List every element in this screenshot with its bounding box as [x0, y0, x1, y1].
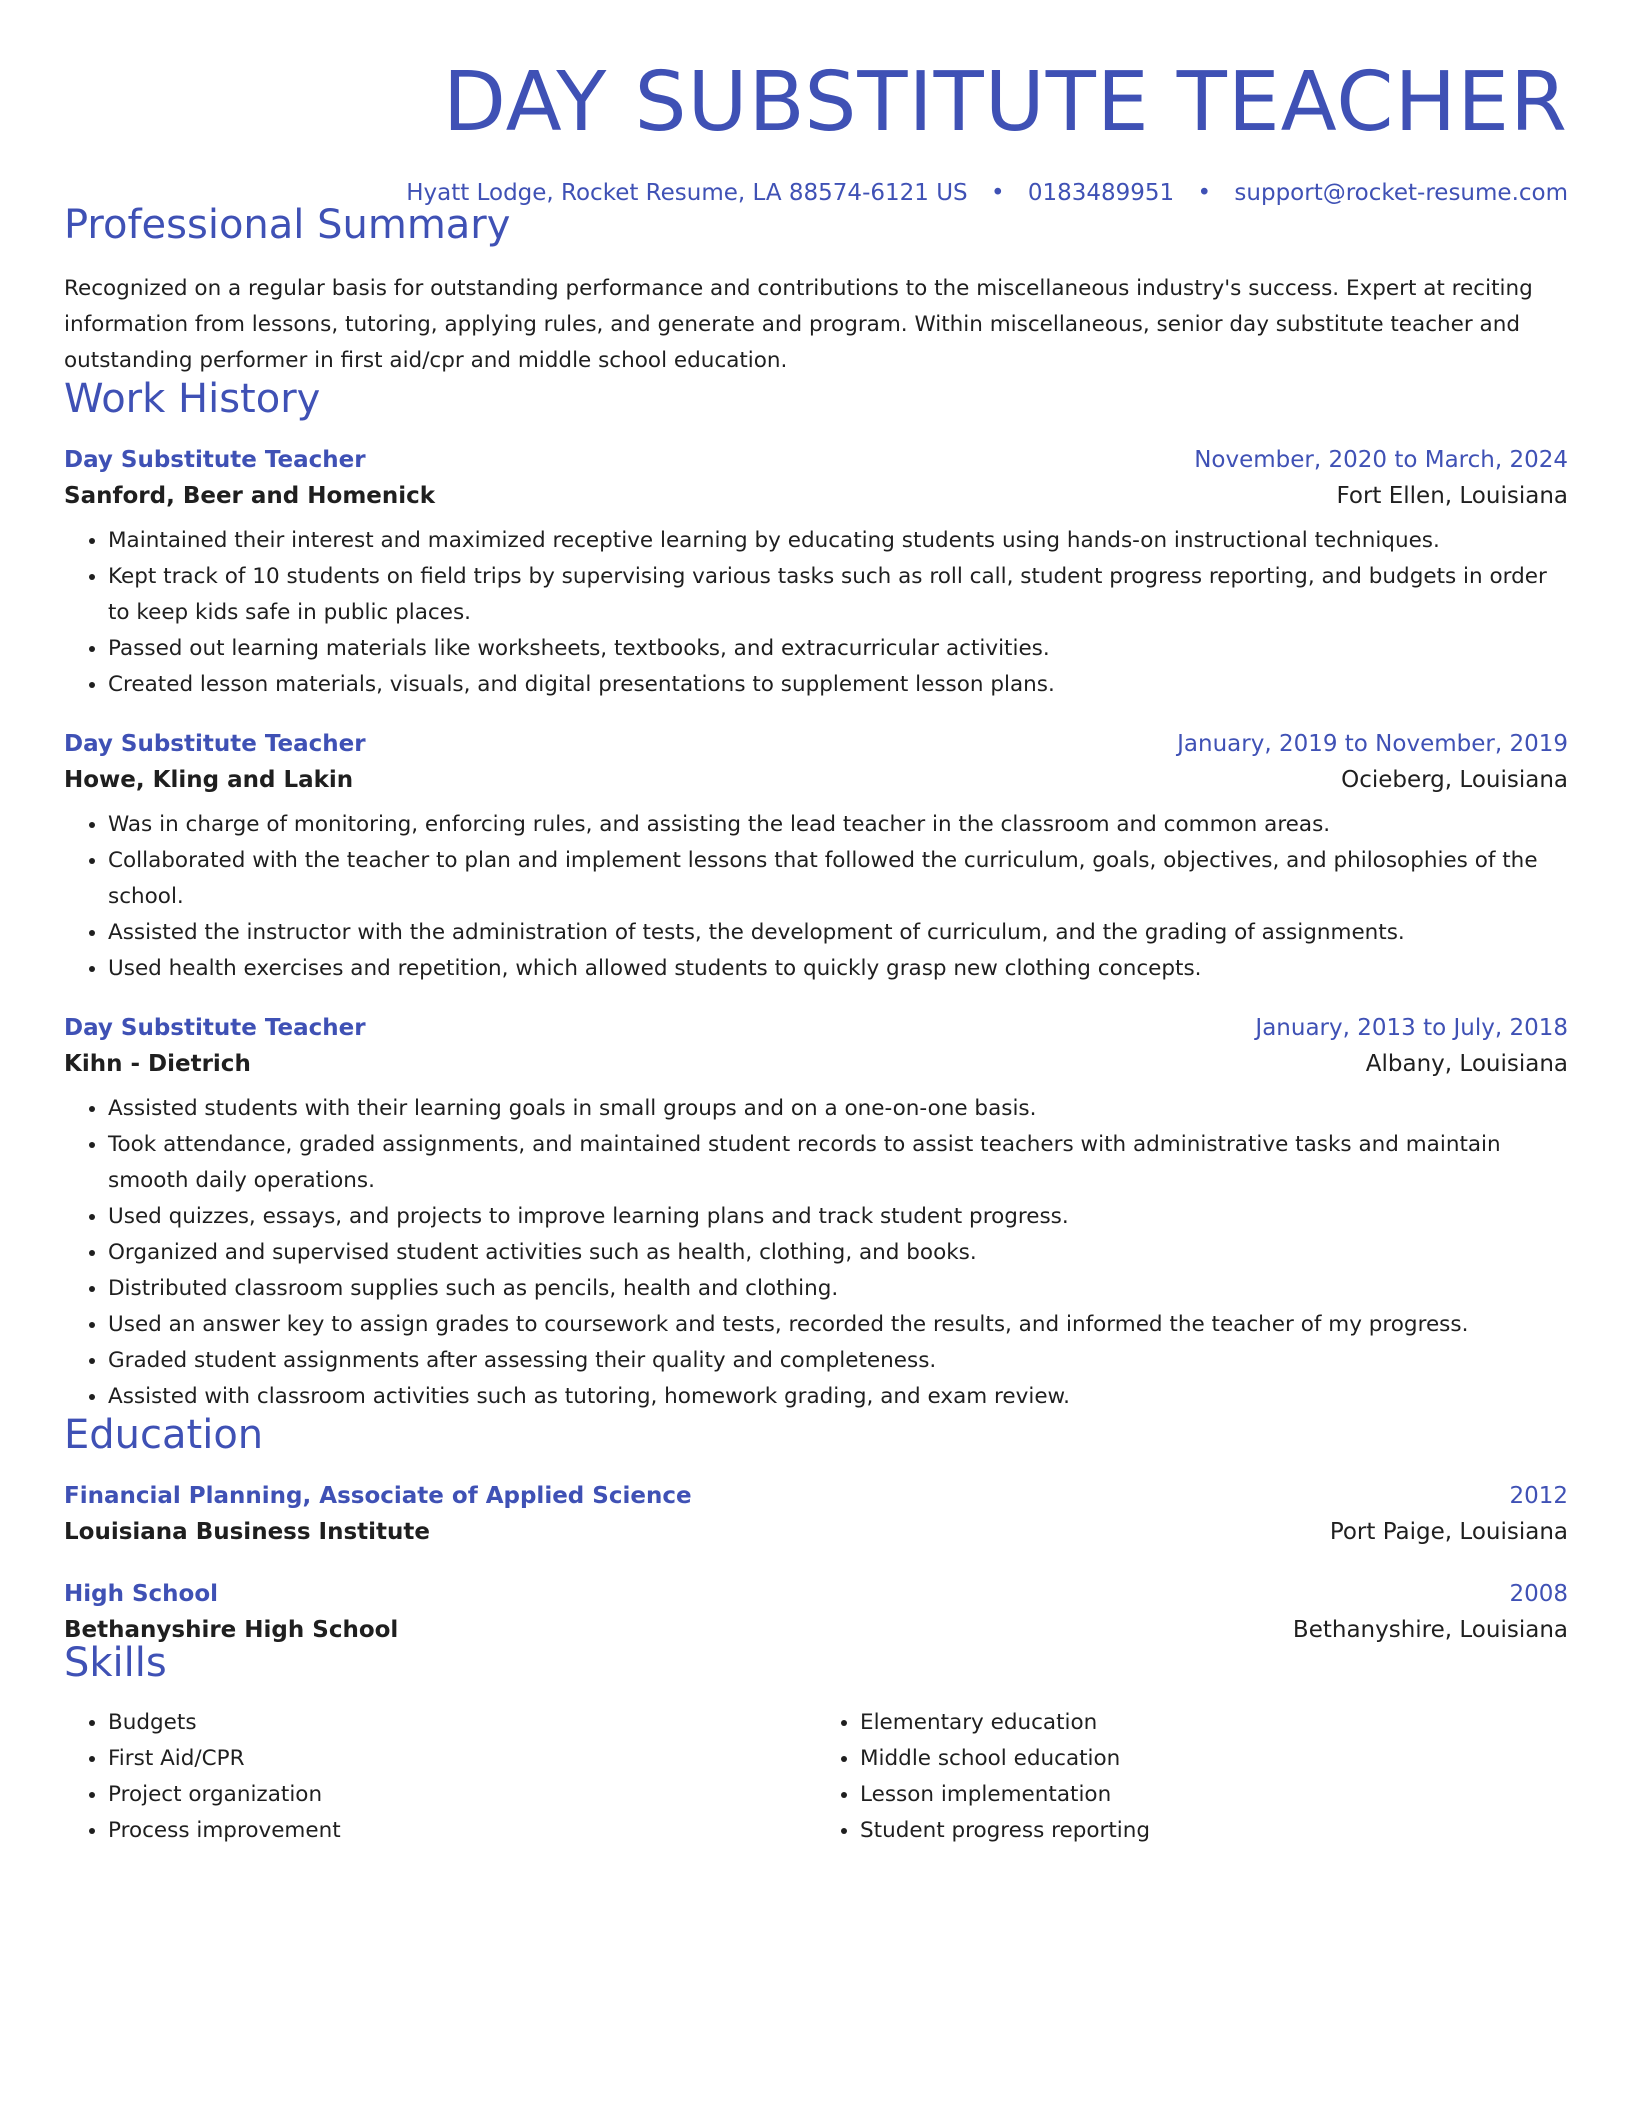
job-bullets	[64, 1091, 1568, 1415]
education-school: Bethanyshire High School	[64, 1617, 399, 1643]
job-bullet: • Assisted with classroom activities such as tutoring, homework grading, and exam review.	[108, 1379, 1568, 1415]
job-company: Howe, Kling and Lakin	[64, 767, 354, 793]
job-dates: January, 2013 to July, 2018	[1255, 1015, 1568, 1041]
resume-title: DAY SUBSTITUTE TEACHER	[442, 55, 1568, 150]
job-bullet: • Created lesson materials, visuals, and digital presentations to supplement lesson plans.	[108, 667, 1568, 703]
skills-column-left	[64, 1705, 816, 1849]
job-dates: January, 2019 to November, 2019	[1177, 731, 1568, 757]
job-bullets	[64, 807, 1568, 987]
job-entry	[64, 731, 1568, 987]
job-dates: November, 2020 to March, 2024	[1194, 447, 1568, 473]
summary-text: Recognized on a regular basis for outstanding performance and contributions to the miscellaneous industry's success. Expert at reciting information from lessons, tutoring, applying rules, and generate and program. Within miscellaneous, senior day substitute teacher and outstanding performer in first aid/cpr and middle school education.	[64, 276, 1533, 373]
contact-email[interactable]: support@rocket-resume.com	[1234, 180, 1568, 206]
contact-phone: 0183489951	[1027, 180, 1175, 206]
job-bullet: • Used health exercises and repetition, which allowed students to quickly grasp new clothing concepts.	[108, 951, 1568, 987]
job-bullet: • Used an answer key to assign grades to coursework and tests, recorded the results, and informed the teacher of my progress.	[108, 1307, 1568, 1343]
job-company: Kihn - Dietrich	[64, 1051, 251, 1077]
job-company: Sanford, Beer and Homenick	[64, 483, 436, 509]
skill-item: • Middle school education	[860, 1741, 1568, 1777]
work-history-heading: Work History	[64, 376, 321, 422]
education-degree: High School	[64, 1581, 219, 1607]
job-bullet: • Kept track of 10 students on field trips by supervising various tasks such as roll call, student progress reporting, and budgets in order to keep kids safe in public places.	[108, 559, 1568, 631]
education-year: 2012	[1509, 1483, 1568, 1509]
job-bullet: • Assisted the instructor with the administration of tests, the development of curriculum, and the grading of assignments.	[108, 915, 1568, 951]
education-entry	[64, 1581, 1568, 1643]
contact-address: Hyatt Lodge, Rocket Resume, LA 88574-6121 US	[406, 180, 968, 206]
skill-item: • Elementary education	[860, 1705, 1568, 1741]
education-location: Port Paige, Louisiana	[1329, 1519, 1568, 1545]
skills-list	[64, 1705, 1568, 1849]
job-bullet: • Was in charge of monitoring, enforcing rules, and assisting the lead teacher in the classroom and common areas.	[108, 807, 1568, 843]
contact-separator: •	[990, 180, 1005, 206]
skill-item: • Student progress reporting	[860, 1813, 1568, 1849]
job-title: Day Substitute Teacher	[64, 1015, 366, 1041]
education-degree: Financial Planning, Associate of Applied Science	[64, 1483, 692, 1509]
job-bullet: • Maintained their interest and maximized receptive learning by educating students using hands-on instructional techniques.	[108, 523, 1568, 559]
job-bullet: • Used quizzes, essays, and projects to improve learning plans and track student progress.	[108, 1199, 1568, 1235]
summary-heading: Professional Summary	[64, 202, 511, 248]
contact-separator: •	[1197, 180, 1212, 206]
skill-item: • First Aid/CPR	[108, 1741, 816, 1777]
skill-item: • Process improvement	[108, 1813, 816, 1849]
education-year: 2008	[1509, 1581, 1568, 1607]
job-location: Albany, Louisiana	[1365, 1051, 1568, 1077]
skill-item: • Lesson implementation	[860, 1777, 1568, 1813]
skills-heading: Skills	[64, 1640, 167, 1686]
skill-item: • Project organization	[108, 1777, 816, 1813]
job-bullet: • Assisted students with their learning goals in small groups and on a one-on-one basis.	[108, 1091, 1568, 1127]
education-heading: Education	[64, 1412, 264, 1458]
job-bullet: • Distributed classroom supplies such as pencils, health and clothing.	[108, 1271, 1568, 1307]
job-bullet: • Took attendance, graded assignments, and maintained student records to assist teachers with administrative tasks and maintain smooth daily operations.	[108, 1127, 1568, 1199]
education-location: Bethanyshire, Louisiana	[1292, 1617, 1568, 1643]
skill-item: • Budgets	[108, 1705, 816, 1741]
job-location: Ocieberg, Louisiana	[1341, 767, 1568, 793]
job-bullet: • Organized and supervised student activities such as health, clothing, and books.	[108, 1235, 1568, 1271]
job-bullets	[64, 523, 1568, 703]
job-bullet: • Collaborated with the teacher to plan and implement lessons that followed the curriculum, goals, objectives, and philosophies of the school.	[108, 843, 1568, 915]
job-entry	[64, 1015, 1568, 1415]
education-school: Louisiana Business Institute	[64, 1519, 431, 1545]
job-bullet: • Passed out learning materials like worksheets, textbooks, and extracurricular activities.	[108, 631, 1568, 667]
job-bullet: • Graded student assignments after assessing their quality and completeness.	[108, 1343, 1568, 1379]
skills-column-right	[816, 1705, 1568, 1849]
job-entry	[64, 447, 1568, 703]
job-location: Fort Ellen, Louisiana	[1336, 483, 1568, 509]
education-entry	[64, 1483, 1568, 1545]
job-title: Day Substitute Teacher	[64, 447, 366, 473]
job-title: Day Substitute Teacher	[64, 731, 366, 757]
